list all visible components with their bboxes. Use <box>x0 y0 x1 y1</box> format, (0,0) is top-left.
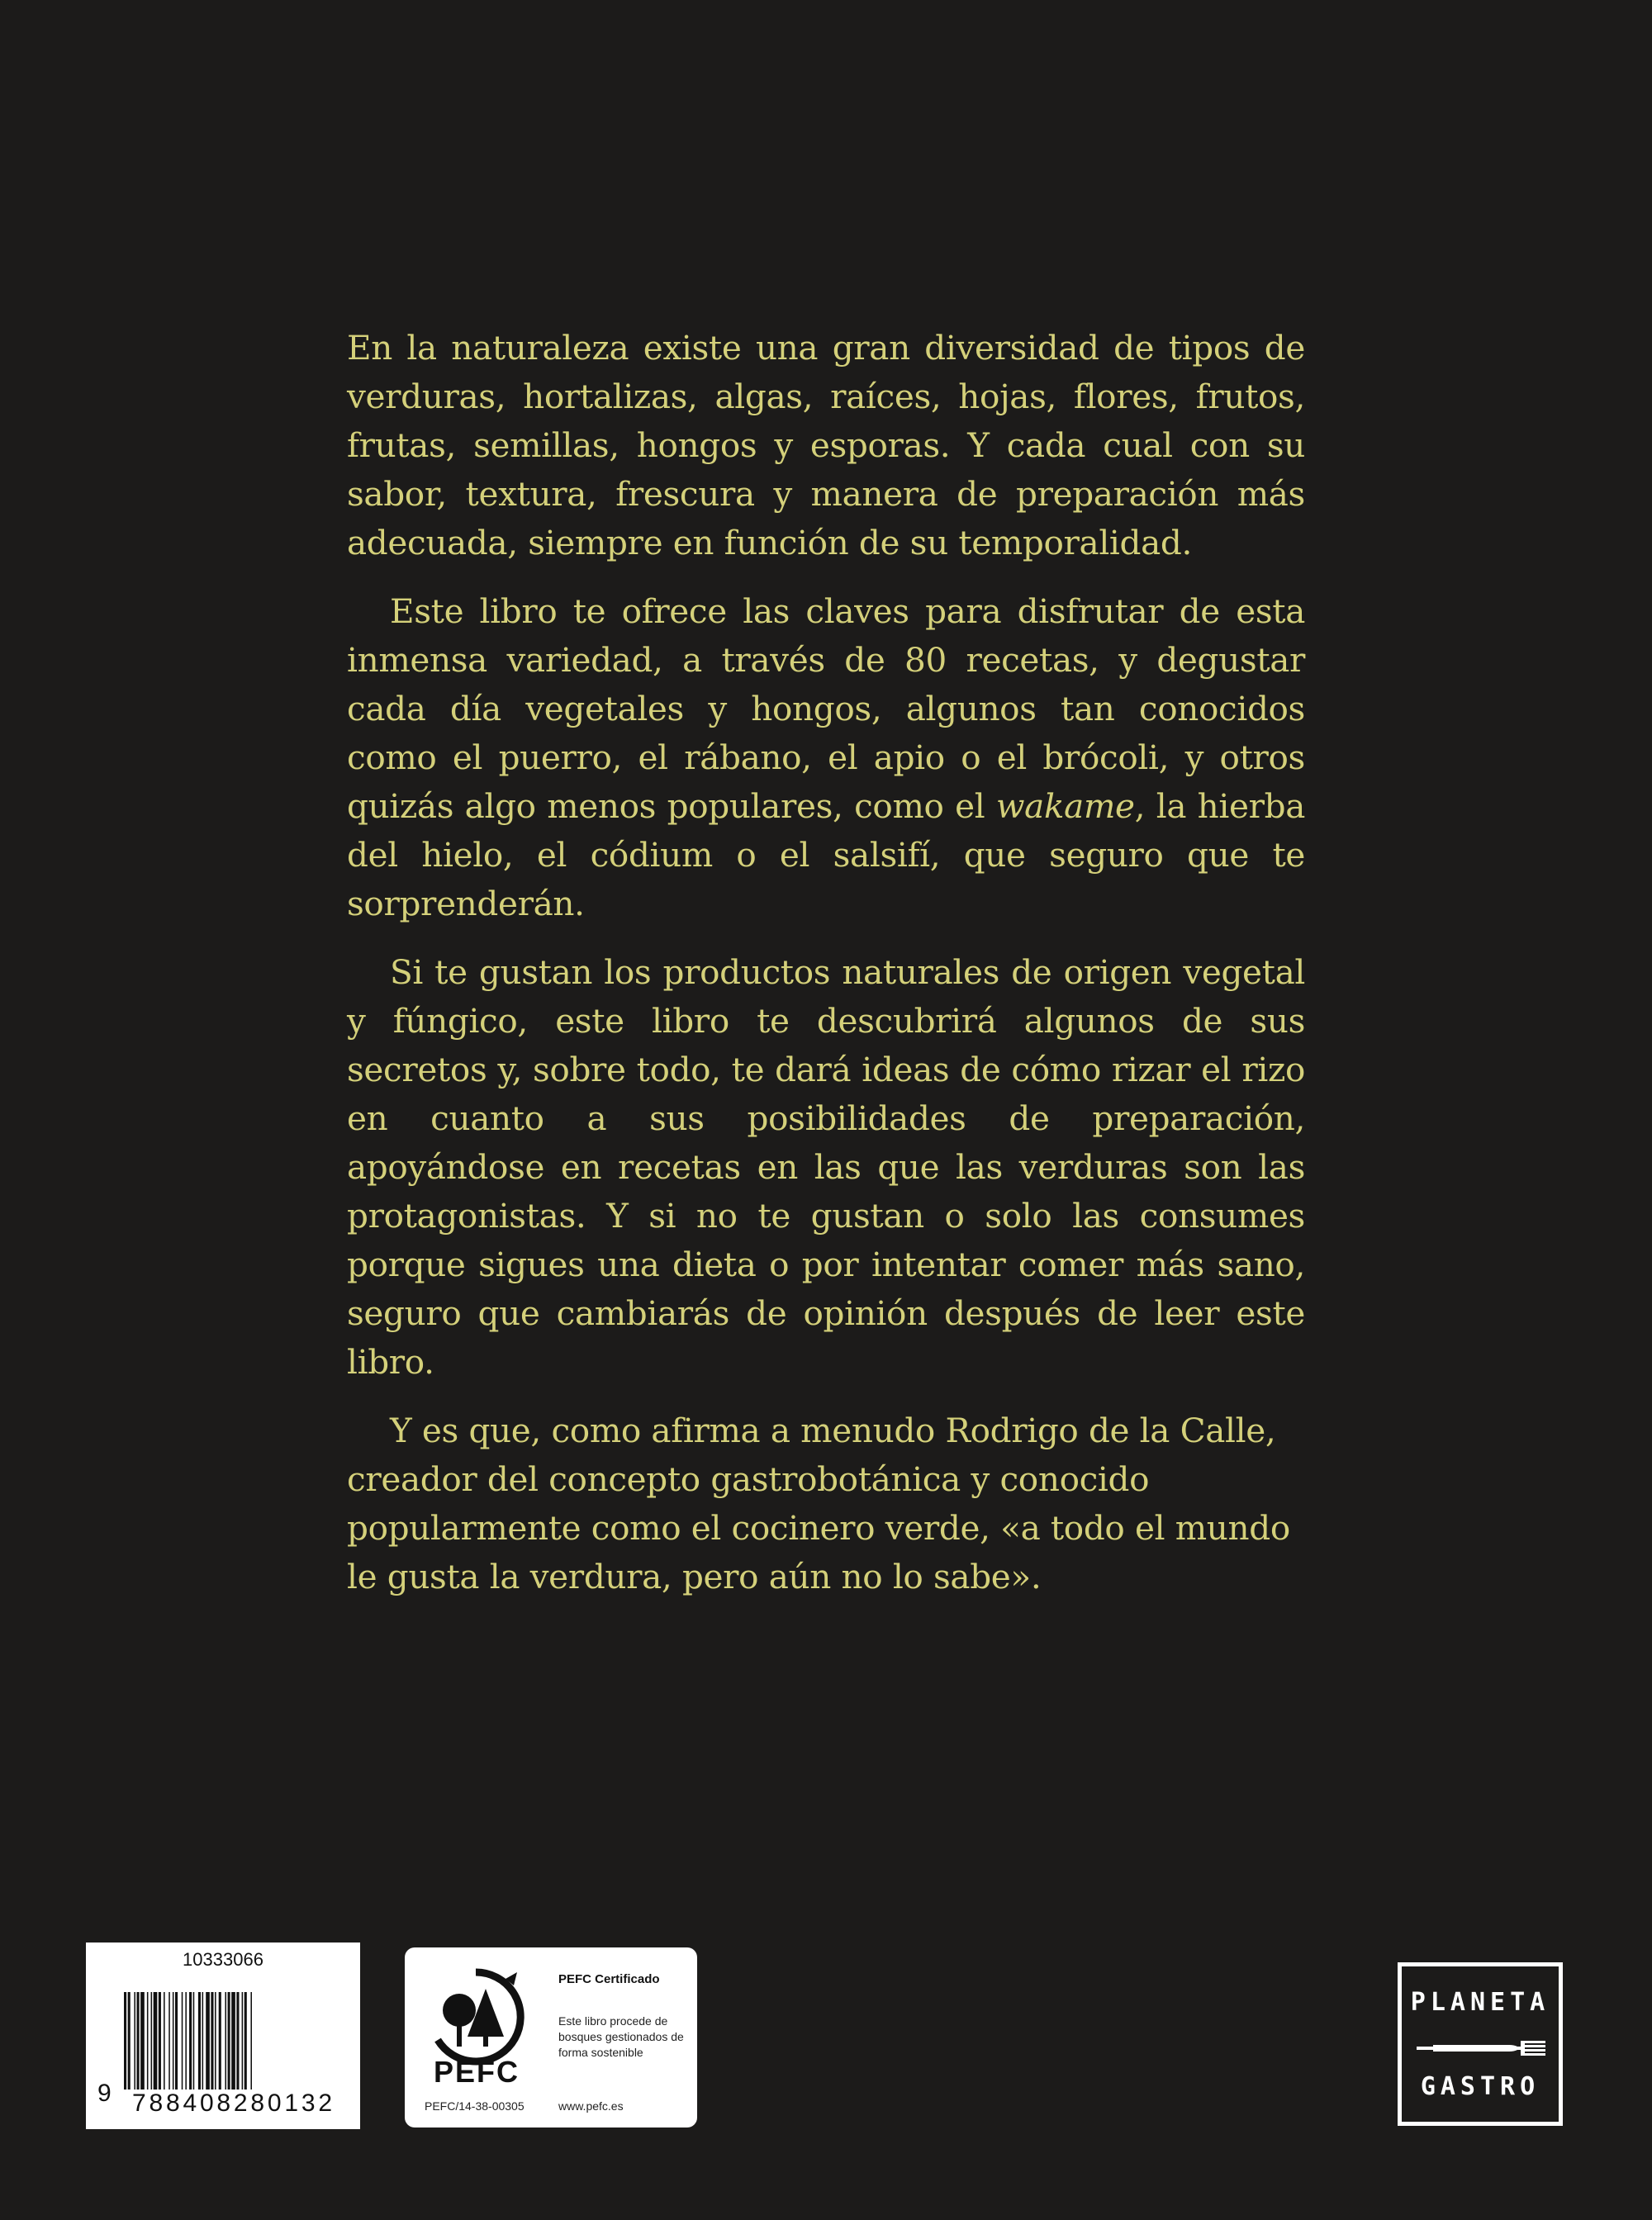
blurb-paragraph-4: Y es que, como afirma a menudo Rodrigo de la Calle, creador del concepto gastrobotánica y conocido popularmente como el cocinero verde, «a todo el mundo le gusta la verdura, pero aún no lo sabe». <box>347 1411 1290 1596</box>
barcode-digits: 788408280132 <box>122 2090 360 2118</box>
blurb-italic-word: wakame <box>995 786 1135 826</box>
fork-icon <box>1417 2039 1547 2057</box>
blurb-paragraph-2-start: Este libro te ofrece las claves para disfrutar de esta inmensa variedad, a través de 80 recetas, y degustar cada día vegetales y hongos, algunos tan conocidos como el puerro, el rábano, el apio o el brócoli, y otros quizás algo menos populares, como el <box>347 591 1305 826</box>
blurb-paragraph-3: Si te gustan los productos naturales de origen vegetal y fúngico, este libro te descubrirá algunos de sus secretos y, sobre todo, te dará ideas de cómo rizar el rizo en cuanto a sus posibilidades de preparación, apoyándose en recetas en las que las verduras son las protagonistas. Y si no te gustan o solo las consumes porque sigues una dieta o por intentar comer más sano, seguro que cambiarás de opinión después de leer este libro. <box>347 952 1305 1382</box>
barcode-bar <box>225 1992 226 2096</box>
barcode-bar <box>202 1992 204 2096</box>
barcode-bar <box>211 1992 213 2096</box>
barcode-bar <box>182 1992 183 2096</box>
barcode-bar <box>193 1992 195 2096</box>
barcode-bar <box>244 1992 247 2096</box>
barcode-bar <box>236 1992 239 2096</box>
pefc-wordmark: PEFC <box>433 2055 520 2089</box>
barcode-bar <box>128 1992 131 2096</box>
barcode-internal-code: 10333066 <box>183 1949 263 1970</box>
barcode-bar <box>151 1992 153 2096</box>
pefc-url: www.pefc.es <box>558 2099 624 2113</box>
barcode-bar <box>185 1992 187 2096</box>
pefc-title: PEFC Certificado <box>558 1972 660 1986</box>
barcode-bar <box>134 1992 135 2096</box>
barcode-bar <box>175 1992 178 2096</box>
barcode-bar <box>215 1992 216 2096</box>
pefc-trees-icon <box>426 1967 525 2066</box>
back-cover-blurb <box>347 324 1305 1621</box>
barcode-bar <box>228 1992 230 2096</box>
blurb-paragraph-1: En la naturaleza existe una gran diversidad de tipos de verduras, hortalizas, algas, raíces, hojas, flores, frutos, frutas, semillas, hongos y esporas. Y cada cual con su sabor, textura, frescura y manera de preparación más adecuada, siempre en función de su temporalidad. <box>347 328 1305 562</box>
planeta-gastro-logo <box>1398 1962 1563 2126</box>
barcode-bar <box>137 1992 140 2096</box>
barcode-bar <box>159 1992 161 2096</box>
pefc-description: Este libro procede de bosques gestionados de forma sostenible <box>558 2014 684 2059</box>
barcode-bar <box>169 1992 170 2096</box>
publisher-line-2: GASTRO <box>1420 2072 1540 2101</box>
barcode-bar <box>173 1992 174 2096</box>
publisher-line-1: PLANETA <box>1410 1988 1550 2017</box>
barcode-bar <box>206 1992 210 2096</box>
barcode-bar <box>189 1992 192 2096</box>
barcode-bar <box>154 1992 158 2096</box>
barcode-bar <box>219 1992 221 2096</box>
barcode-bar <box>242 1992 244 2096</box>
barcode-bar <box>231 1992 235 2096</box>
blurb-paragraph-2 <box>347 587 1305 928</box>
pefc-license-code: PEFC/14-38-00305 <box>425 2099 525 2113</box>
barcode-bar <box>124 1992 126 2096</box>
pefc-certification-label <box>405 1947 697 2128</box>
barcode-bar <box>250 1992 252 2096</box>
barcode-lead-digit: 9 <box>97 2080 112 2107</box>
isbn-barcode <box>86 1942 360 2129</box>
barcode-bar <box>164 1992 165 2096</box>
barcode-bar <box>140 1992 145 2096</box>
barcode-bar <box>147 1992 149 2096</box>
blurb-paragraph-2-end: , la hierba del hielo, el códium o el salsifí, que seguro que te sorprenderán. <box>347 786 1305 923</box>
barcode-bars <box>124 1992 349 2096</box>
barcode-bar <box>198 1992 201 2096</box>
